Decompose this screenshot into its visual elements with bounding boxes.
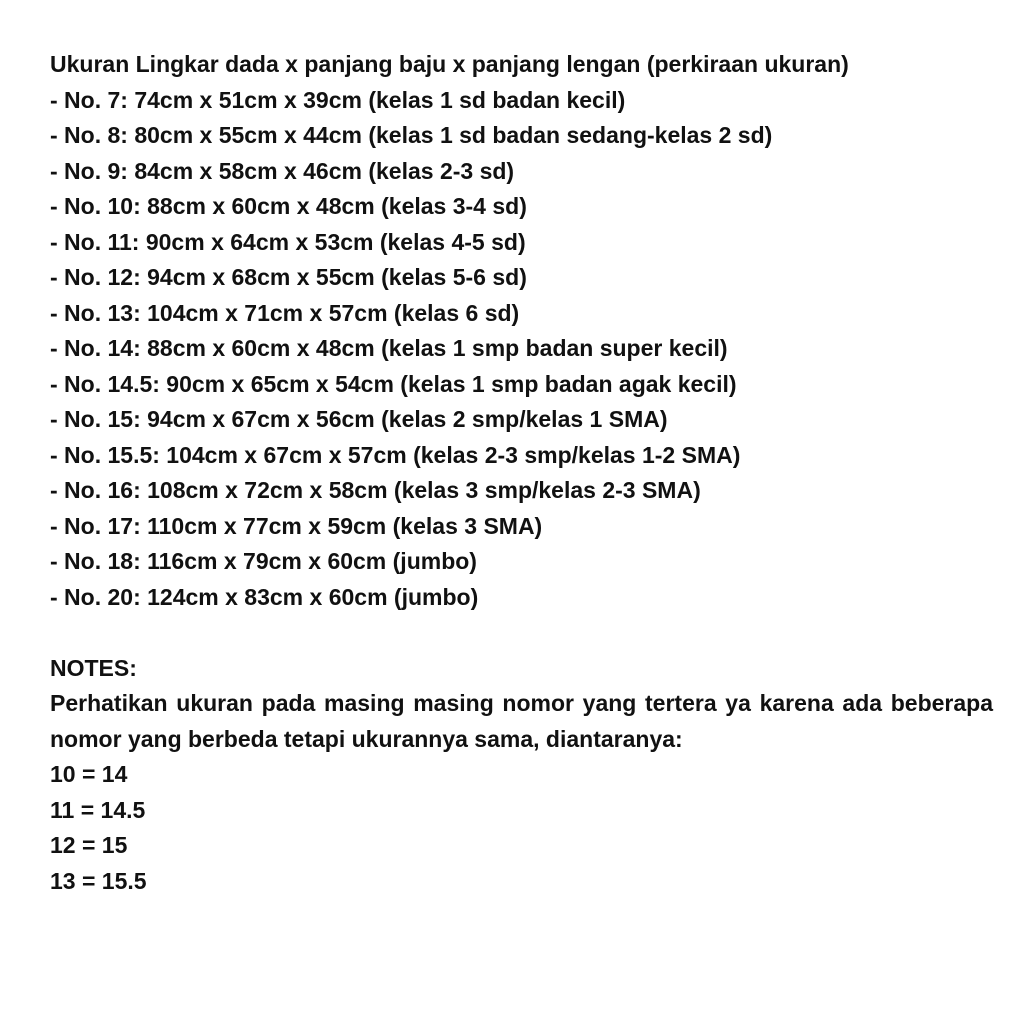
size-item: - No. 10: 88cm x 60cm x 48cm (kelas 3-4 sd) <box>50 193 527 219</box>
size-item: - No. 9: 84cm x 58cm x 46cm (kelas 2-3 sd) <box>50 157 515 184</box>
size-item: - No. 17: 110cm x 77cm x 59cm (kelas 3 SMA) <box>50 512 543 539</box>
equivalent-item: 10 = 14 <box>50 761 128 787</box>
size-heading: Ukuran Lingkar dada x panjang baju x panjang lengan (perkiraan ukuran) <box>50 51 849 77</box>
equivalents-list <box>50 757 993 899</box>
size-item: - No. 15.5: 104cm x 67cm x 57cm (kelas 2-3 smp/kelas 1-2 SMA) <box>50 441 741 468</box>
spacer <box>50 615 993 651</box>
size-item: - No. 16: 108cm x 72cm x 58cm (kelas 3 smp/kelas 2-3 SMA) <box>50 477 701 503</box>
size-chart-document <box>50 47 993 899</box>
size-item: - No. 7: 74cm x 51cm x 39cm (kelas 1 sd badan kecil) <box>50 86 626 113</box>
size-item: - No. 14.5: 90cm x 65cm x 54cm (kelas 1 smp badan agak kecil) <box>50 370 737 397</box>
size-item: - No. 15: 94cm x 67cm x 56cm (kelas 2 smp/kelas 1 SMA) <box>50 406 668 432</box>
equivalent-item: 11 = 14.5 <box>50 796 146 823</box>
size-item: - No. 18: 116cm x 79cm x 60cm (jumbo) <box>50 548 477 574</box>
size-item: - No. 13: 104cm x 71cm x 57cm (kelas 6 sd) <box>50 299 520 326</box>
notes-title: NOTES: <box>50 654 137 681</box>
size-item: - No. 20: 124cm x 83cm x 60cm (jumbo) <box>50 583 479 610</box>
size-item: - No. 14: 88cm x 60cm x 48cm (kelas 1 smp badan super kecil) <box>50 335 728 361</box>
notes-text: Perhatikan ukuran pada masing masing nomor yang tertera ya karena ada beberapa nomor yang berbeda tetapi ukurannya sama, diantaranya: <box>50 690 993 752</box>
equivalent-item: 13 = 15.5 <box>50 867 147 894</box>
size-item: - No. 8: 80cm x 55cm x 44cm (kelas 1 sd badan sedang-kelas 2 sd) <box>50 122 773 148</box>
size-item: - No. 11: 90cm x 64cm x 53cm (kelas 4-5 sd) <box>50 228 526 255</box>
equivalent-item: 12 = 15 <box>50 832 128 858</box>
size-list <box>50 83 993 616</box>
size-item: - No. 12: 94cm x 68cm x 55cm (kelas 5-6 sd) <box>50 264 527 290</box>
